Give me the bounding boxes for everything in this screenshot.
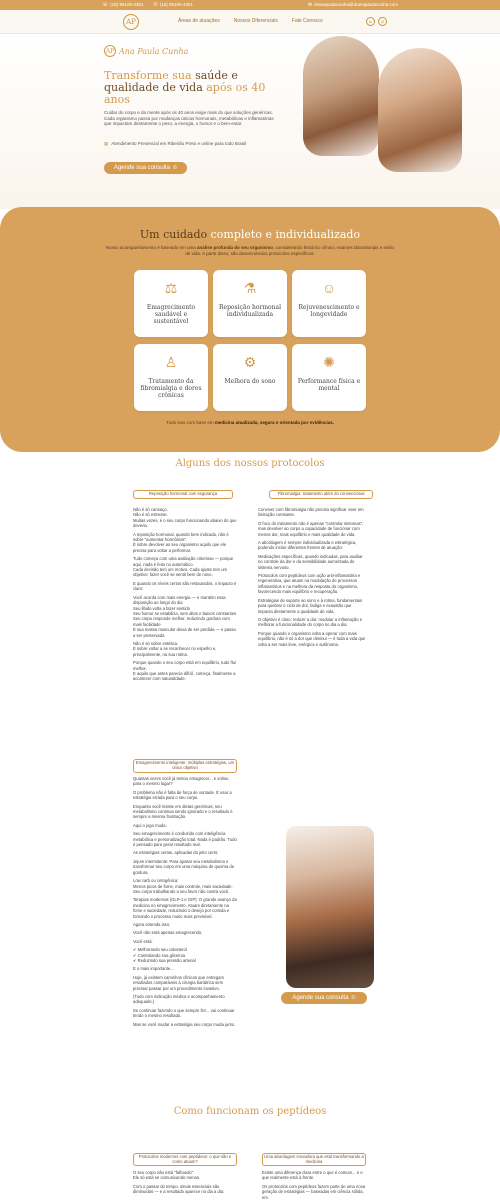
paragraph: A abordagem é sempre individualizada e estratégica, podendo incluir diferentes frentes de atuação: (258, 540, 357, 551)
peptides-text-left (133, 1170, 237, 1198)
paragraph: Hoje, já existem caminhos clínicos que entregam resultados comparáveis à cirurgia bariátrica sem precisar passar por um procedimento invasivo. (133, 974, 225, 991)
phone-icon: ☏ (102, 2, 109, 8)
paragraph: Low carb ou cetogênica: Menos picos de fome, mais controle, mais saciedade. Seu corpo trabalhando a seu favor não contra você. (133, 878, 233, 894)
paragraph: Aqui o jogo muda. (133, 822, 167, 828)
protocol-text-fibromyalgia (258, 507, 366, 650)
whatsapp-contact[interactable]: ✆ (16) 99100-4301 (153, 2, 194, 8)
care-card-rejuvenation: ☺ Rejuvenescimento e longevidade (292, 270, 366, 337)
brand-name: Ana Paula Cunha (119, 46, 189, 56)
care-card-weight: ⚖ Emagrecimento saudável e sustentável (134, 270, 208, 337)
paragraph: Mas se você mudar a estratégia seu corpo muda junto. (133, 1021, 236, 1027)
peptides-pill-left: Protocolos modernos com peptídeos: o que são e como atuam? (133, 1153, 237, 1166)
paragraph: Os protocolos com peptídeos fazem parte de uma nova geração de estratégias — baseadas em ciência sólida, em (262, 1183, 366, 1200)
care-footer: Tudo isso com base em medicina atualizada, segura e orientada por evidências. (166, 420, 334, 425)
paragraph: Você não está apenas emagrecendo. (133, 930, 203, 936)
paragraph: Estratégias de suporte ao sono e à rotina, fundamentais para quebrar o ciclo de dor, fadiga e exaustão que impacta diretamente a qualidade de vida. (258, 597, 363, 614)
email-contact[interactable]: ✉ dranapaulacunha@dranapaulacunha.com (307, 2, 398, 8)
care-card-sleep: ⚙ Melhora do sono (213, 344, 287, 411)
peptides-text-right (262, 1170, 366, 1200)
paragraph: Com o passar do tempo, sinais essenciais são diminuídas — e a resultado aparece no dia a dia: (133, 1183, 225, 1195)
paragraph: Jejum intermitente: Para ajustar seu metabolismo e transformar seu corpo em uma máquina de queima de gordura. (133, 858, 235, 875)
hormone-icon: ⚗ (243, 279, 257, 296)
care-card-fibromyalgia: ♙ Tratamento da fibromialgia e dores crônicas (134, 344, 208, 411)
protocol-pill-weight: Emagrecimento inteligente: múltiplas estratégias, um único objetivo (133, 759, 237, 773)
paragraph: O seu corpo não está "falhando". Ele só está se comunicando menos. (133, 1170, 201, 1181)
building-icon: ▦ (104, 141, 109, 146)
care-subtitle: Nosso acompanhamento é baseado em uma análise profunda do seu organismo, considerando histórico clínico, exames laboratoriais e estilo de vida. A partir disso, são desenvolvidos protocolos específicos: (105, 245, 395, 256)
paragraph: As estratégias certas, aplicadas do jeito certo: (133, 850, 219, 856)
paragraph: Agora entenda isso: (133, 921, 171, 927)
hero-cta-button[interactable]: Agende sua consulta ✆ (104, 162, 187, 174)
paragraph: Quantas vezes você já tentou emagrecer... e voltou para o mesmo lugar? (133, 776, 229, 787)
gear-icon: ⚙ (243, 353, 257, 370)
paragraph: Não é só sobre estética. É sobre voltar a se reconhecer no espelho e, principalmente, na sua rotina. (133, 640, 217, 657)
care-card-hormone: ⚗ Reposição hormonal individualizada (213, 270, 287, 337)
paragraph: A reposição hormonal, quando bem indicada, não é sobre "aumentar hormônios". É sobre devolver ao seu organismo aquilo que ele precisa para voltar a performar. (133, 531, 229, 553)
paragraph: (Tudo com indicação médica e acompanhamento adequado.) (133, 994, 225, 1005)
doctor-photo-secondary (378, 48, 462, 172)
hero-location: ▦ Atendimento Presencial em Ribeirão Preto e online para todo Brasil (104, 141, 247, 146)
paragraph: Terapias modernas (GLP-1 e GIP): O grande avanço da medicina no emagrecimento. Atuam diretamente na fome e saciedade, reduzindo o desejo por comida e tornando o processo muito mais previsível. (133, 897, 237, 919)
whatsapp-icon: ✆ (172, 165, 178, 171)
paragraph: Não é só cansaço. Não é só estresse. Muitas vezes, é o seu corpo funcionando abaixo do que deveria. (133, 507, 237, 529)
linkedin-icon[interactable]: in (366, 17, 375, 26)
top-contact-bar (0, 0, 500, 10)
hero-headline: Transforme sua saúde e qualidade de vida após os 40 anos (104, 69, 266, 106)
paragraph: Seu emagrecimento é conduzido com inteligência metabólica e personalização total. Nada é padrão. Tudo é pensado para gerar resultado real. (133, 831, 237, 848)
paragraph: Porque quando o seu corpo está em equilíbrio, tudo flui melhor. E aquilo que antes parecia difícil, começa, finalmente a acontecer com naturalidade. (133, 660, 236, 682)
care-title: Um cuidado completo e individualizado (139, 228, 361, 241)
paragraph: Você acorda com mais energia — e mantém essa disposição ao longo do dia Seu libido volta a fazer sentido Seu humor se estabiliza, sem altos e baixos constantes Seu corpo responde melhor, reduzindo gordura com mais facilidade E sua massa muscular deixa de ser perdida — e passa a ser preservada (133, 594, 237, 638)
brand-logo (104, 45, 188, 57)
whatsapp-icon: ✆ (153, 2, 158, 8)
paragraph: E o mais importante... (133, 966, 174, 972)
doctor-photo (303, 36, 379, 156)
doctor-portrait-photo (286, 826, 374, 988)
nav-link-contato[interactable]: Fale Conosco (291, 18, 323, 24)
social-links (366, 17, 387, 26)
whatsapp-icon: ✆ (351, 995, 356, 1001)
body-icon: ♙ (164, 353, 178, 370)
care-card-performance: ✺ Performance física e mental (292, 344, 366, 411)
paragraph: O objetivo é claro: reduzir a dor, modular a inflamação e melhorar a funcionalidade do corpo no dia a dia. (258, 616, 363, 628)
paragraph: Medicações específicas, quando indicadas, para auxiliar no controle da dor e da sensibilidade aumentada do sistema nervoso. (258, 553, 363, 570)
paragraph: Se continuar fazendo o que sempre fez... vai continuar tendo o mesmo resultado. (133, 1007, 235, 1019)
protocols-title: Alguns dos nossos protocolos (175, 458, 325, 469)
mail-icon: ✉ (307, 2, 313, 8)
paragraph: Conviver com fibromialgia não precisa significar viver em limitação constante. (258, 507, 364, 518)
peptides-pill-right: Uma abordagem inovadora que está transformando a medicina (262, 1153, 366, 1166)
logo[interactable]: AP (123, 14, 139, 30)
brand-mark: AP (104, 45, 116, 57)
paragraph: Existe uma diferença clara entre o que é comum... e o que realmente está à frente. (262, 1170, 363, 1181)
phone-contact[interactable]: ☏ (16) 99100-4301 (102, 2, 144, 8)
nav-links (178, 18, 323, 24)
nav-link-areas[interactable]: Áreas de atuações (178, 18, 220, 24)
weight-cta-button[interactable]: Agende sua consulta ✆ (281, 992, 367, 1004)
paragraph: ✔ Melhorando seu colesterol ✔ Controlando sua glicemia ✔ Reduzindo sua pressão arterial (133, 947, 196, 963)
paragraph: Tudo começa com uma avaliação criteriosa — porque aqui, nada é feito no automático. Cada decisão tem um motivo. Cada ajuste tem um objetivo: fazer você se sentir bem de novo. (133, 556, 234, 578)
paragraph: Você está: (133, 938, 153, 944)
hero-paragraph: Cuidar do corpo e da mente após os 40 anos exige mais do que soluções genéricas. Cada organismo passa por mudanças únicas hormonais, metabólicas e inflamatórias que impactam diretamente o peso, a energia, o humor e o bem-estar. (104, 110, 274, 126)
paragraph: O problema não é falta de força de vontade. É usar a estratégia errada para o seu corpo. (133, 789, 232, 801)
peptides-title: Como funcionam os peptídeos (173, 1106, 327, 1117)
protocol-pill-hormone: Reposição hormonal com segurança (133, 490, 233, 499)
paragraph: Enquanto você insiste em dietas genéricas, seu metabolismo continua sendo ignorado e o resultado é sempre a mesma frustração. (133, 803, 233, 820)
paragraph: Protocolos com peptídeos com ação anti-inflamatória e regenerativa, que atuam na modulação de processos inflamatórios e na melhora da resposta do organismo, favorecendo mais equilíbrio e recuperação. (258, 573, 361, 595)
face-icon: ☺ (321, 280, 337, 296)
protocol-text-weight (133, 776, 237, 1030)
brain-icon: ✺ (323, 353, 335, 370)
paragraph: E quando os níveis certos são restaurados, o impacto é claro: (133, 580, 237, 592)
paragraph: O foco do tratamento não é apenas "controlar sintomas", mas devolver ao corpo a capacidade de funcionar com menos dor, mais equilíbrio e mais qualidade de vida. (258, 520, 364, 537)
scale-icon: ⚖ (164, 279, 178, 296)
nav-link-diferenciais[interactable]: Nossos Diferenciais (233, 18, 278, 24)
protocol-text-hormone (133, 507, 237, 685)
protocol-pill-fibromyalgia: Fibromialgia: tratamento além do convencional (269, 490, 373, 499)
main-navigation (0, 10, 500, 34)
instagram-icon[interactable]: ◎ (378, 17, 387, 26)
paragraph: Porque quando o organismo volta a operar com mais equilíbrio, não é só a dor que diminui — é toda a vida que volta a ser mais leve, enérgica e autônoma. (258, 630, 366, 647)
